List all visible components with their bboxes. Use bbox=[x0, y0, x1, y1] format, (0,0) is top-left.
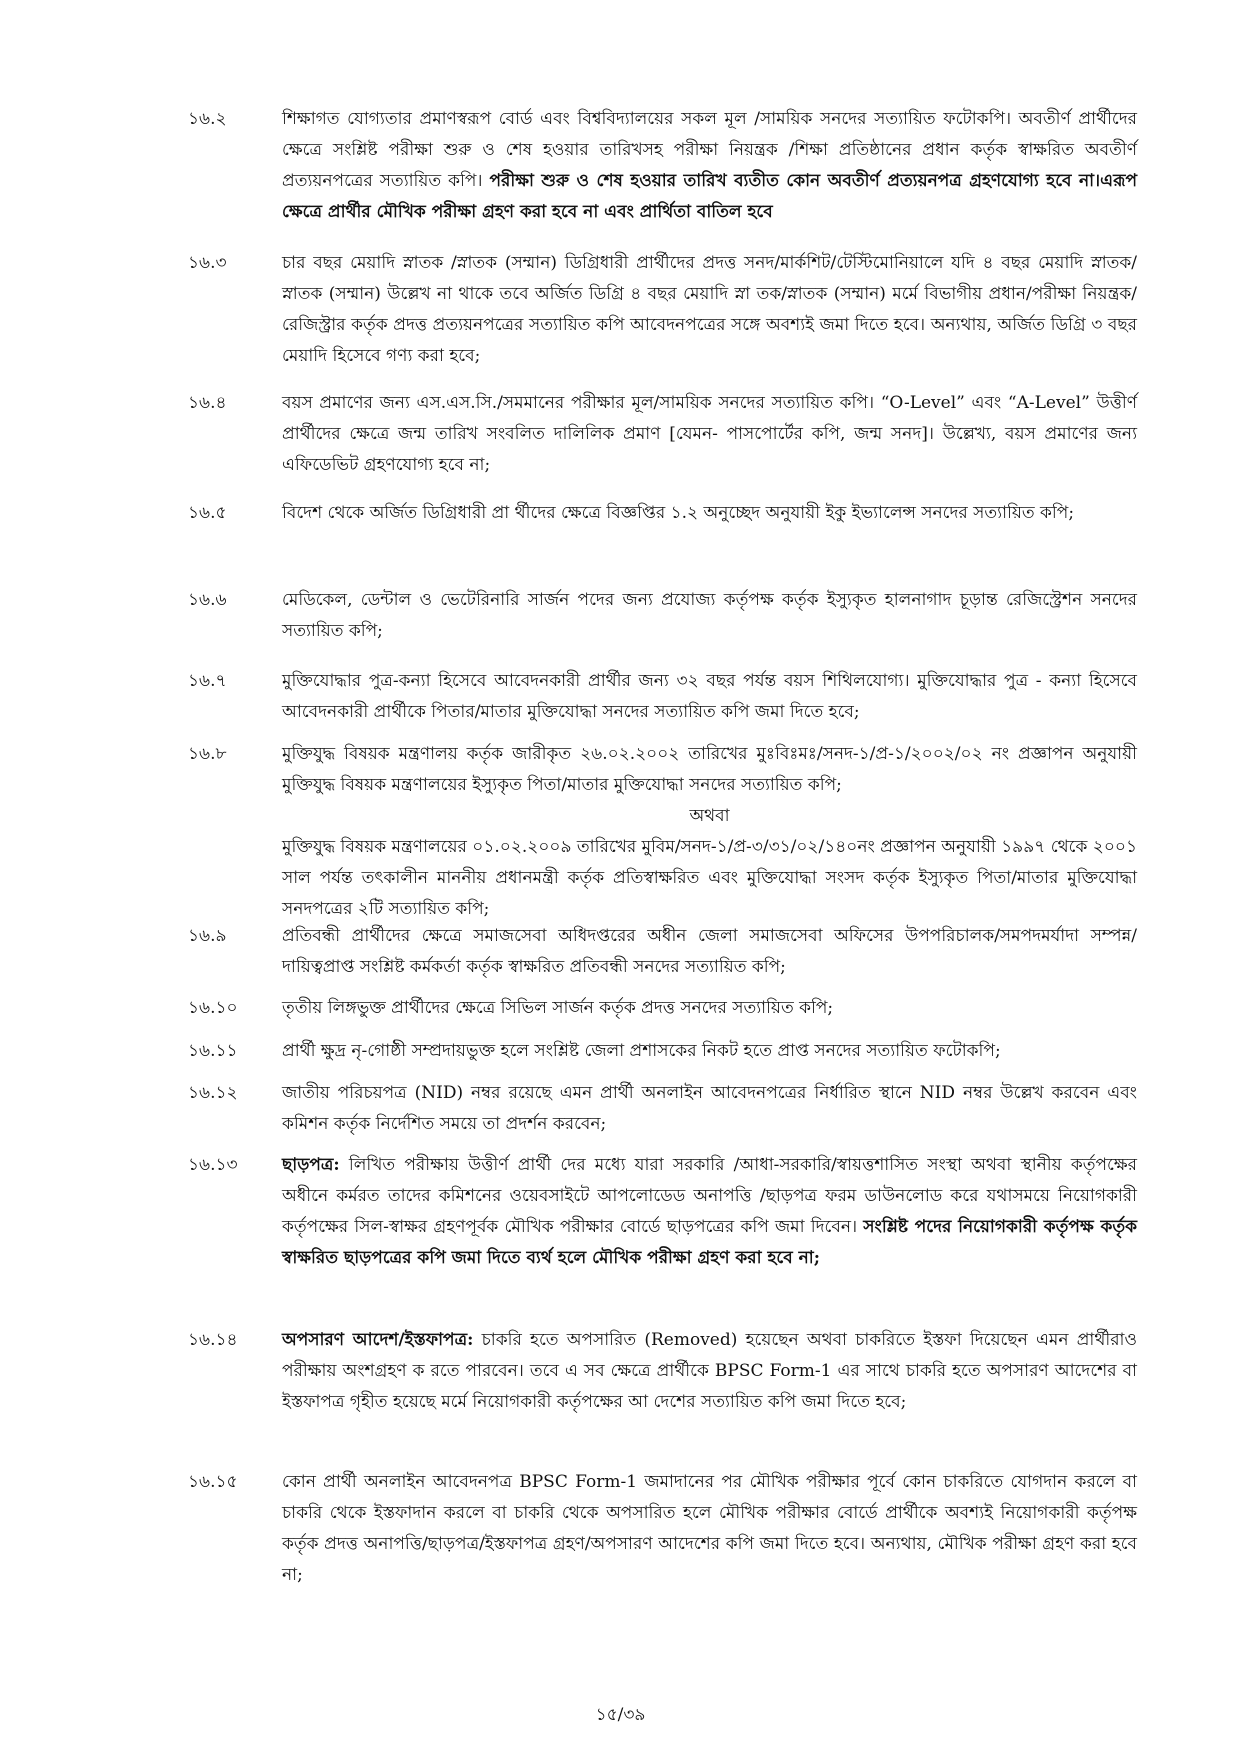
item-text bbox=[282, 1150, 1137, 1274]
item-text: তৃতীয় লিঙ্গভুক্ত প্রার্থীদের ক্ষেত্রে সিভিল সার্জন কর্তৃক প্রদত্ত সনদের সত্যায়িত কপি; bbox=[282, 998, 834, 1018]
item-text: বয়স প্রমাণের জন্য এস.এস.সি./সমমানের পরীক্ষার মূল/সাময়িক সনদের সত্যায়িত কপি। “O-Level” এবং “A-Level” উত্তীর্ণ প্রার্থীদের ক্ষেত্রে জন্ম তারিখ সংবলিত দালিলিক প্রমাণ [যেমন- পাসপোর্টের কপি, জন্ম সনদ]। উল্লেখ্য, বয়স প্রমাণের জন্য এফিডেভিট গ্রহণযোগ্য হবে না; bbox=[282, 393, 1137, 475]
item-text-bold: পরীক্ষা শুরু ও শেষ হওয়ার তারিখ ব্যতীত কোন অবতীর্ণ প্রত্যয়নপত্র গ্রহণযোগ্য হবে না।এরূপ ক্ষেত্রে প্রার্থীর মৌখিক পরীক্ষা গ্রহণ করা হবে না এবং প্রার্থিতা বাতিল হবে bbox=[282, 171, 1137, 222]
item-text-regular: শিক্ষাগত যোগ্যতার প্রমাণস্বরূপ বোর্ড এবং বিশ্ববিদ্যালয়ের সকল মূল /সাময়িক সনদের সত্যায়িত ফটোকপি। অবতীর্ণ প্রার্থীদের ক্ষেত্রে সংশ্লিষ্ট পরীক্ষা শুরু ও শেষ হওয়ার তারিখসহ পরীক্ষা নিয়ন্ত্রক /শিক্ষা প্রতিষ্ঠানের প্রধান কর্তৃক স্বাক্ষরিত অবতীর্ণ প্রত্যয়নপত্রের সত্যায়িত কপি। bbox=[282, 109, 1137, 191]
or-divider: অথবা bbox=[689, 806, 730, 826]
item-text: প্রার্থী ক্ষুদ্র নৃ-গোষ্ঠী সম্প্রদায়ভুক্ত হলে সংশ্লিষ্ট জেলা প্রশাসকের নিকট হতে প্রাপ্ত সনদের সত্যায়িত ফটোকপি; bbox=[282, 1041, 1001, 1061]
item-text bbox=[282, 1325, 1137, 1418]
item-text: প্রতিবন্ধী প্রার্থীদের ক্ষেত্রে সমাজসেবা অধিদপ্তরের অধীন জেলা সমাজসেবা অফিসের উপপরিচালক/সমপদমর্যাদা সম্পন্ন/দায়িত্বপ্রাপ্ত সংশ্লিষ্ট কর্মকর্তা কর্তৃক স্বাক্ষরিত প্রতিবন্ধী সনদের সত্যায়িত কপি; bbox=[282, 926, 1137, 977]
item-number: ১৬.৩ bbox=[188, 253, 227, 273]
item-number: ১৬.১৫ bbox=[188, 1472, 238, 1492]
page-number: ১৫/৩৯ bbox=[595, 1705, 646, 1725]
item-number: ১৬.২ bbox=[188, 109, 227, 129]
item-number: ১৬.৬ bbox=[188, 590, 227, 610]
item-number: ১৬.১৩ bbox=[188, 1155, 238, 1175]
item-number: ১৬.১৪ bbox=[188, 1330, 238, 1350]
item-text: চার বছর মেয়াদি স্নাতক /স্নাতক (সম্মান) ডিগ্রিধারী প্রার্থীদের প্রদত্ত সনদ/মার্কশিট/টেস্টিমোনিয়ালে যদি ৪ বছর মেয়াদি স্নাতক/স্নাতক (সম্মান) উল্লেখ না থাকে তবে অর্জিত ডিগ্রি ৪ বছর মেয়াদি স্না তক/স্নাতক (সম্মান) মর্মে বিভাগীয় প্রধান/পরীক্ষা নিয়ন্ত্রক/রেজিস্ট্রার কর্তৃক প্রদত্ত প্রত্যয়নপত্রের সত্যায়িত কপি আবেদনপত্রের সঙ্গে অবশ্যই জমা দিতে হবে। অন্যথায়, অর্জিত ডিগ্রি ৩ বছর মেয়াদি হিসেবে গণ্য করা হবে; bbox=[282, 253, 1137, 366]
item-number: ১৬.৭ bbox=[188, 671, 227, 691]
item-number: ১৬.১২ bbox=[188, 1083, 238, 1103]
item-text-bold: সংশ্লিষ্ট পদের নিয়োগকারী কর্তৃপক্ষ কর্তৃক স্বাক্ষরিত ছাড়পত্রের কপি জমা দিতে ব্যর্থ হলে মৌখিক পরীক্ষা গ্রহণ করা হবে না; bbox=[282, 1217, 1137, 1268]
item-text-main: মুক্তিযুদ্ধ বিষয়ক মন্ত্রণালয় কর্তৃক জারীকৃত ২৬.০২.২০০২ তারিখের মুঃবিঃমঃ/সনদ-১/প্র-১/২০০২/০২ নং প্রজ্ঞাপন অনুযায়ী মুক্তিযুদ্ধ বিষয়ক মন্ত্রণালয়ের ইস্যুকৃত পিতা/মাতার মুক্তিযোদ্ধা সনদের সত্যায়িত কপি; bbox=[282, 744, 1137, 795]
item-text-alternative: মুক্তিযুদ্ধ বিষয়ক মন্ত্রণালয়ের ০১.০২.২০০৯ তারিখের মুবিম/সনদ-১/প্র-৩/৩১/০২/১৪০নং প্রজ্ঞাপন অনুযায়ী ১৯৯৭ থেকে ২০০১ সাল পর্যন্ত তৎকালীন মাননীয় প্রধানমন্ত্রী কর্তৃক প্রতিস্বাক্ষরিত এবং মুক্তিযোদ্ধা সংসদ কর্তৃক ইস্যুকৃত পিতা/মাতার মুক্তিযোদ্ধা সনদপত্রের ২টি সত্যায়িত কপি; bbox=[282, 837, 1137, 919]
item-text: মেডিকেল, ডেন্টাল ও ভেটেরিনারি সার্জন পদের জন্য প্রযোজ্য কর্তৃপক্ষ কর্তৃক ইস্যুকৃত হালনাগাদ চূড়ান্ত রেজিস্ট্রেশন সনদের সত্যায়িত কপি; bbox=[282, 590, 1137, 641]
item-text: জাতীয় পরিচয়পত্র (NID) নম্বর রয়েছে এমন প্রার্থী অনলাইন আবেদনপত্রের নির্ধারিত স্থানে NID নম্বর উল্লেখ করবেন এবং কমিশন কর্তৃক নির্দেশিত সময়ে তা প্রদর্শন করবেন; bbox=[282, 1083, 1137, 1134]
item-number: ১৬.৫ bbox=[188, 503, 227, 523]
item-number: ১৬.১১ bbox=[188, 1041, 238, 1061]
item-number: ১৬.৮ bbox=[188, 744, 227, 764]
item-number: ১৬.১০ bbox=[188, 998, 238, 1018]
item-text: কোন প্রার্থী অনলাইন আবেদনপত্র BPSC Form-1 জমাদানের পর মৌখিক পরীক্ষার পূর্বে কোন চাকরিতে যোগদান করলে বা চাকরি থেকে ইস্তফাদান করলে বা চাকরি থেকে অপসারিত হলে মৌখিক পরীক্ষার বোর্ডে প্রার্থীকে অবশ্যই নিয়োগকারী কর্তৃপক্ষ কর্তৃক প্রদত্ত অনাপত্তি/ছাড়পত্র/ইস্তফাপত্র গ্রহণ/অপসারণ আদেশের কপি জমা দিতে হবে। অন্যথায়, মৌখিক পরীক্ষা গ্রহণ করা হবে না; bbox=[282, 1472, 1137, 1585]
item-text bbox=[282, 104, 1137, 228]
item-text-regular: চাকরি হতে অপসারিত (Removed) হয়েছেন অথবা চাকরিতে ইস্তফা দিয়েছেন এমন প্রার্থীরাও পরীক্ষায় অংশগ্রহণ ক রতে পারবেন। তবে এ সব ক্ষেত্রে প্রার্থীকে BPSC Form-1 এর সাথে চাকরি হতে অপসারণ আদেশের বা ইস্তফাপত্র গৃহীত হয়েছে মর্মে নিয়োগকারী কর্তৃপক্ষের আ দেশের সত্যায়িত কপি জমা দিতে হবে; bbox=[282, 1330, 1137, 1412]
item-text bbox=[282, 739, 1137, 925]
item-number: ১৬.৯ bbox=[188, 926, 227, 946]
item-number: ১৬.৪ bbox=[188, 393, 227, 413]
item-text: বিদেশ থেকে অর্জিত ডিগ্রিধারী প্রা র্থীদের ক্ষেত্রে বিজ্ঞপ্তির ১.২ অনুচ্ছেদ অনুযায়ী ইকু ইভ্যালেন্স সনদের সত্যায়িত কপি; bbox=[282, 503, 1075, 523]
item-text-regular: লিখিত পরীক্ষায় উত্তীর্ণ প্রার্থী দের মধ্যে যারা সরকারি /আধা-সরকারি/স্বায়ত্তশাসিত সংস্থা অথবা স্থানীয় কর্তৃপক্ষের অধীনে কর্মরত তাদের কমিশনের ওয়েবসাইটে আপলোডেড অনাপত্তি /ছাড়পত্র ফরম ডাউনলোড করে যথাসময়ে নিয়োগকারী কর্তৃপক্ষের সিল-স্বাক্ষর গ্রহণপূর্বক মৌখিক পরীক্ষার বোর্ডে ছাড়পত্রের কপি জমা দিবেন। bbox=[282, 1155, 1137, 1237]
item-lead: অপসারণ আদেশ/ইস্তফাপত্র: bbox=[282, 1330, 474, 1350]
item-text: মুক্তিযোদ্ধার পুত্র-কন্যা হিসেবে আবেদনকারী প্রার্থীর জন্য ৩২ বছর পর্যন্ত বয়স শিথিলযোগ্য। মুক্তিযোদ্ধার পুত্র - কন্যা হিসেবে আবেদনকারী প্রার্থীকে পিতার/মাতার মুক্তিযোদ্ধা সনদের সত্যায়িত কপি জমা দিতে হবে; bbox=[282, 671, 1137, 722]
item-lead: ছাড়পত্র: bbox=[282, 1155, 340, 1175]
